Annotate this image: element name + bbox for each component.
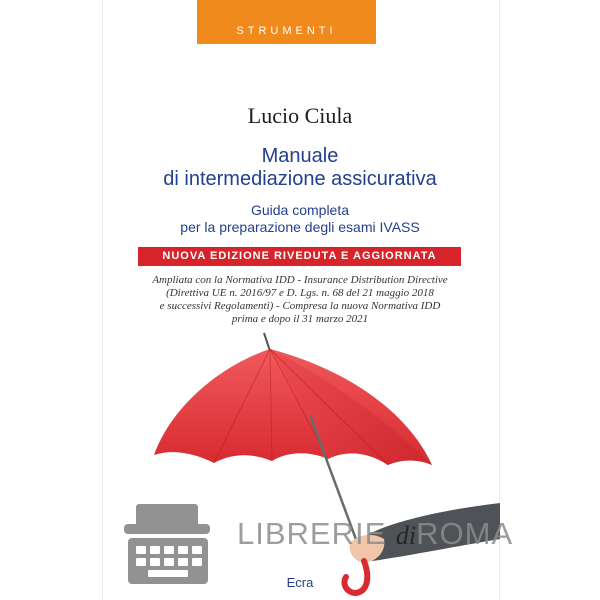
edition-banner: NUOVA EDIZIONE RIVEDUTA E AGGIORNATA bbox=[138, 247, 461, 266]
publisher-name: Ecra bbox=[286, 575, 314, 590]
description-line-2: (Direttiva UE n. 2016/97 e D. Lgs. n. 68 del 21 maggio 2018 bbox=[166, 287, 434, 299]
book-description bbox=[0, 274, 600, 326]
book-title-line-2: di intermediazione assicurativa bbox=[163, 168, 437, 190]
watermark-word-roma: ROMA bbox=[416, 516, 514, 551]
book-subtitle-line-1: Guida completa bbox=[250, 202, 350, 218]
book-subtitle bbox=[0, 202, 600, 236]
book-title-line-1: Manuale bbox=[261, 145, 339, 167]
book-subtitle-line-2: per la preparazione degli esami IVASS bbox=[180, 219, 420, 235]
typewriter-icon bbox=[124, 504, 210, 584]
watermark-word-di: di bbox=[395, 521, 417, 550]
description-line-4: prima e dopo il 31 marzo 2021 bbox=[231, 313, 369, 325]
book-title bbox=[0, 145, 600, 191]
series-tab bbox=[197, 0, 376, 44]
author-name: Lucio Ciula bbox=[247, 103, 353, 128]
watermark-word-librerie: LIBRERIE bbox=[237, 516, 387, 551]
umbrella-tip bbox=[264, 333, 270, 351]
description-line-1: Ampliata con la Normativa IDD - Insurance Distribution Directive bbox=[152, 274, 448, 286]
watermark-text bbox=[237, 516, 513, 552]
description-line-3: e successivi Regolamenti) - Compresa la nuova Normativa IDD bbox=[159, 300, 441, 312]
series-label: STRUMENTI bbox=[236, 25, 337, 37]
